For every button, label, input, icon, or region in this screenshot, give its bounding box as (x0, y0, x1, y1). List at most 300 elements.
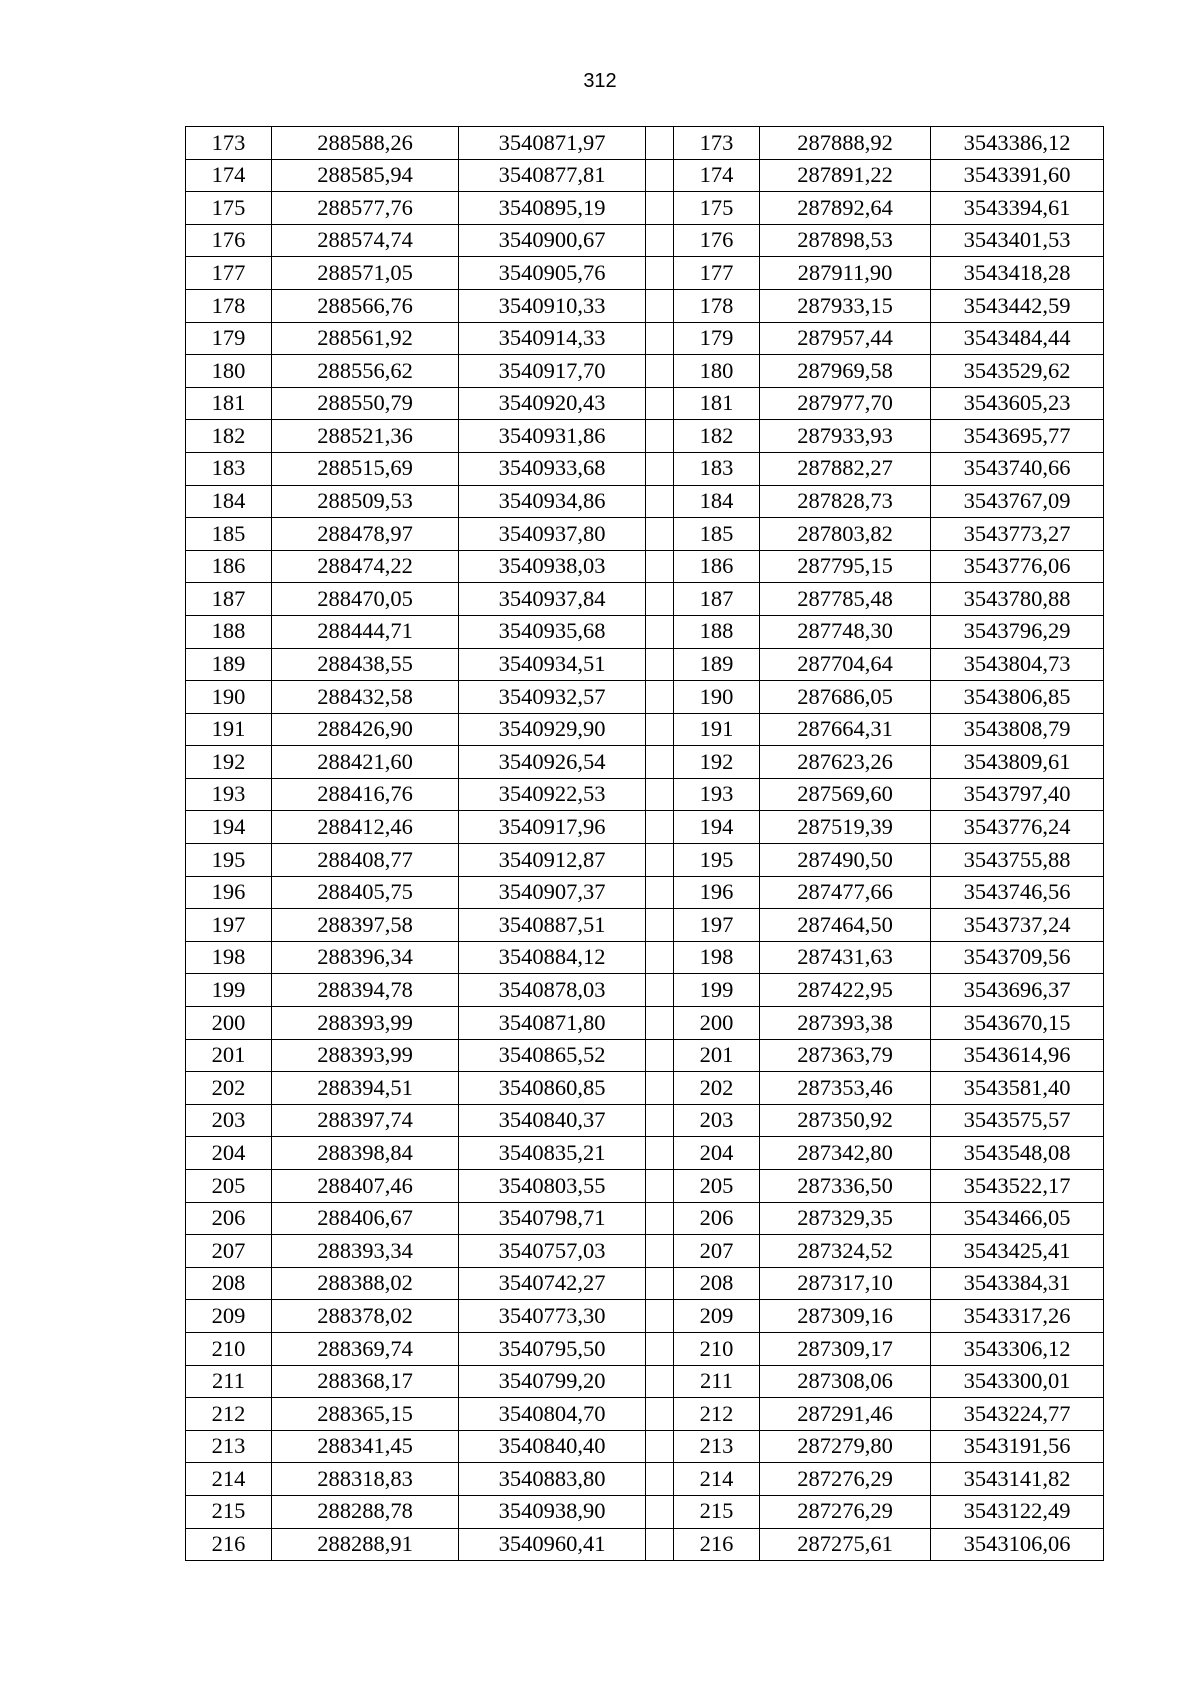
right-y-coordinate: 3543773,27 (931, 518, 1104, 551)
left-point-number: 191 (186, 713, 272, 746)
table-row (186, 1332, 1104, 1365)
left-point-number: 198 (186, 941, 272, 974)
left-point-number: 206 (186, 1202, 272, 1235)
right-point-number: 190 (674, 681, 760, 714)
left-point-number: 192 (186, 746, 272, 779)
right-x-coordinate: 287276,29 (760, 1463, 931, 1496)
right-x-coordinate: 287569,60 (760, 778, 931, 811)
right-x-coordinate: 287623,26 (760, 746, 931, 779)
right-point-number: 205 (674, 1170, 760, 1203)
right-x-coordinate: 287795,15 (760, 550, 931, 583)
right-y-coordinate: 3543575,57 (931, 1104, 1104, 1137)
separator-cell (646, 387, 674, 420)
right-y-coordinate: 3543740,66 (931, 452, 1104, 485)
right-y-coordinate: 3543767,09 (931, 485, 1104, 518)
left-x-coordinate: 288398,84 (272, 1137, 459, 1170)
left-y-coordinate: 3540840,40 (459, 1430, 646, 1463)
left-x-coordinate: 288388,02 (272, 1267, 459, 1300)
right-y-coordinate: 3543581,40 (931, 1072, 1104, 1105)
right-point-number: 201 (674, 1039, 760, 1072)
table-row (186, 1137, 1104, 1170)
separator-cell (646, 289, 674, 322)
left-x-coordinate: 288393,99 (272, 1039, 459, 1072)
table-row (186, 1007, 1104, 1040)
left-y-coordinate: 3540742,27 (459, 1267, 646, 1300)
left-point-number: 197 (186, 909, 272, 942)
table-row (186, 811, 1104, 844)
left-y-coordinate: 3540917,96 (459, 811, 646, 844)
right-y-coordinate: 3543808,79 (931, 713, 1104, 746)
left-x-coordinate: 288397,74 (272, 1104, 459, 1137)
left-point-number: 204 (186, 1137, 272, 1170)
left-y-coordinate: 3540865,52 (459, 1039, 646, 1072)
right-y-coordinate: 3543418,28 (931, 257, 1104, 290)
right-point-number: 185 (674, 518, 760, 551)
left-y-coordinate: 3540905,76 (459, 257, 646, 290)
separator-cell (646, 355, 674, 388)
table-row (186, 681, 1104, 714)
left-y-coordinate: 3540871,97 (459, 127, 646, 160)
right-y-coordinate: 3543394,61 (931, 192, 1104, 225)
right-point-number: 180 (674, 355, 760, 388)
left-x-coordinate: 288470,05 (272, 583, 459, 616)
right-y-coordinate: 3543191,56 (931, 1430, 1104, 1463)
separator-cell (646, 909, 674, 942)
table-row (186, 941, 1104, 974)
left-point-number: 194 (186, 811, 272, 844)
right-x-coordinate: 287933,93 (760, 420, 931, 453)
separator-cell (646, 1072, 674, 1105)
left-y-coordinate: 3540937,84 (459, 583, 646, 616)
right-y-coordinate: 3543804,73 (931, 648, 1104, 681)
left-point-number: 180 (186, 355, 272, 388)
separator-cell (646, 1202, 674, 1235)
separator-cell (646, 452, 674, 485)
left-x-coordinate: 288444,71 (272, 615, 459, 648)
left-point-number: 200 (186, 1007, 272, 1040)
right-point-number: 210 (674, 1332, 760, 1365)
separator-cell (646, 127, 674, 160)
separator-cell (646, 257, 674, 290)
right-point-number: 208 (674, 1267, 760, 1300)
left-point-number: 196 (186, 876, 272, 909)
left-y-coordinate: 3540877,81 (459, 159, 646, 192)
separator-cell (646, 713, 674, 746)
left-y-coordinate: 3540840,37 (459, 1104, 646, 1137)
right-x-coordinate: 287892,64 (760, 192, 931, 225)
left-y-coordinate: 3540938,90 (459, 1495, 646, 1528)
right-y-coordinate: 3543548,08 (931, 1137, 1104, 1170)
left-y-coordinate: 3540887,51 (459, 909, 646, 942)
left-point-number: 208 (186, 1267, 272, 1300)
table-row (186, 452, 1104, 485)
left-y-coordinate: 3540907,37 (459, 876, 646, 909)
right-x-coordinate: 287898,53 (760, 224, 931, 257)
left-x-coordinate: 288521,36 (272, 420, 459, 453)
left-y-coordinate: 3540835,21 (459, 1137, 646, 1170)
right-y-coordinate: 3543746,56 (931, 876, 1104, 909)
right-point-number: 193 (674, 778, 760, 811)
right-y-coordinate: 3543806,85 (931, 681, 1104, 714)
table-row (186, 192, 1104, 225)
right-y-coordinate: 3543401,53 (931, 224, 1104, 257)
left-y-coordinate: 3540757,03 (459, 1235, 646, 1268)
right-x-coordinate: 287464,50 (760, 909, 931, 942)
separator-cell (646, 159, 674, 192)
separator-cell (646, 1300, 674, 1333)
left-y-coordinate: 3540917,70 (459, 355, 646, 388)
right-point-number: 179 (674, 322, 760, 355)
separator-cell (646, 1137, 674, 1170)
separator-cell (646, 583, 674, 616)
separator-cell (646, 778, 674, 811)
right-x-coordinate: 287957,44 (760, 322, 931, 355)
right-x-coordinate: 287309,16 (760, 1300, 931, 1333)
left-y-coordinate: 3540914,33 (459, 322, 646, 355)
right-y-coordinate: 3543780,88 (931, 583, 1104, 616)
right-point-number: 206 (674, 1202, 760, 1235)
table-row (186, 1528, 1104, 1561)
left-point-number: 173 (186, 127, 272, 160)
separator-cell (646, 1365, 674, 1398)
left-y-coordinate: 3540910,33 (459, 289, 646, 322)
table-row (186, 1235, 1104, 1268)
right-x-coordinate: 287291,46 (760, 1398, 931, 1431)
page-number: 312 (583, 70, 617, 92)
left-y-coordinate: 3540871,80 (459, 1007, 646, 1040)
right-y-coordinate: 3543442,59 (931, 289, 1104, 322)
left-point-number: 212 (186, 1398, 272, 1431)
left-y-coordinate: 3540773,30 (459, 1300, 646, 1333)
left-y-coordinate: 3540926,54 (459, 746, 646, 779)
right-point-number: 213 (674, 1430, 760, 1463)
right-y-coordinate: 3543386,12 (931, 127, 1104, 160)
table-row (186, 159, 1104, 192)
left-x-coordinate: 288432,58 (272, 681, 459, 714)
left-y-coordinate: 3540920,43 (459, 387, 646, 420)
left-y-coordinate: 3540803,55 (459, 1170, 646, 1203)
left-x-coordinate: 288588,26 (272, 127, 459, 160)
table-row (186, 1365, 1104, 1398)
right-y-coordinate: 3543425,41 (931, 1235, 1104, 1268)
left-x-coordinate: 288406,67 (272, 1202, 459, 1235)
right-point-number: 204 (674, 1137, 760, 1170)
left-y-coordinate: 3540960,41 (459, 1528, 646, 1561)
left-y-coordinate: 3540932,57 (459, 681, 646, 714)
table-row (186, 127, 1104, 160)
table-row (186, 322, 1104, 355)
table-row (186, 550, 1104, 583)
table-row (186, 615, 1104, 648)
left-point-number: 215 (186, 1495, 272, 1528)
left-y-coordinate: 3540935,68 (459, 615, 646, 648)
left-x-coordinate: 288474,22 (272, 550, 459, 583)
table-row (186, 648, 1104, 681)
right-x-coordinate: 287342,80 (760, 1137, 931, 1170)
table-row (186, 1104, 1104, 1137)
right-x-coordinate: 287977,70 (760, 387, 931, 420)
table-row (186, 355, 1104, 388)
table-row (186, 713, 1104, 746)
right-y-coordinate: 3543709,56 (931, 941, 1104, 974)
left-point-number: 211 (186, 1365, 272, 1398)
right-y-coordinate: 3543529,62 (931, 355, 1104, 388)
right-y-coordinate: 3543122,49 (931, 1495, 1104, 1528)
right-point-number: 202 (674, 1072, 760, 1105)
right-y-coordinate: 3543696,37 (931, 974, 1104, 1007)
coordinates-table-body (186, 127, 1104, 1561)
left-x-coordinate: 288341,45 (272, 1430, 459, 1463)
right-point-number: 200 (674, 1007, 760, 1040)
table-row (186, 420, 1104, 453)
separator-cell (646, 550, 674, 583)
right-x-coordinate: 287891,22 (760, 159, 931, 192)
right-x-coordinate: 287933,15 (760, 289, 931, 322)
separator-cell (646, 681, 674, 714)
separator-cell (646, 1528, 674, 1561)
left-y-coordinate: 3540934,86 (459, 485, 646, 518)
left-y-coordinate: 3540883,80 (459, 1463, 646, 1496)
right-x-coordinate: 287350,92 (760, 1104, 931, 1137)
right-y-coordinate: 3543796,29 (931, 615, 1104, 648)
left-point-number: 185 (186, 518, 272, 551)
left-x-coordinate: 288396,34 (272, 941, 459, 974)
left-y-coordinate: 3540900,67 (459, 224, 646, 257)
right-point-number: 181 (674, 387, 760, 420)
separator-cell (646, 844, 674, 877)
left-point-number: 187 (186, 583, 272, 616)
left-y-coordinate: 3540934,51 (459, 648, 646, 681)
separator-cell (646, 1007, 674, 1040)
table-row (186, 1072, 1104, 1105)
left-x-coordinate: 288416,76 (272, 778, 459, 811)
right-point-number: 203 (674, 1104, 760, 1137)
table-row (186, 844, 1104, 877)
separator-cell (646, 1267, 674, 1300)
separator-cell (646, 1332, 674, 1365)
left-point-number: 179 (186, 322, 272, 355)
separator-cell (646, 648, 674, 681)
right-x-coordinate: 287275,61 (760, 1528, 931, 1561)
table-row (186, 1170, 1104, 1203)
right-y-coordinate: 3543391,60 (931, 159, 1104, 192)
table-row (186, 485, 1104, 518)
left-y-coordinate: 3540938,03 (459, 550, 646, 583)
left-x-coordinate: 288394,51 (272, 1072, 459, 1105)
right-x-coordinate: 287422,95 (760, 974, 931, 1007)
left-x-coordinate: 288426,90 (272, 713, 459, 746)
left-point-number: 182 (186, 420, 272, 453)
separator-cell (646, 1104, 674, 1137)
separator-cell (646, 322, 674, 355)
right-y-coordinate: 3543141,82 (931, 1463, 1104, 1496)
separator-cell (646, 1170, 674, 1203)
right-point-number: 216 (674, 1528, 760, 1561)
left-y-coordinate: 3540878,03 (459, 974, 646, 1007)
left-point-number: 209 (186, 1300, 272, 1333)
right-point-number: 188 (674, 615, 760, 648)
right-y-coordinate: 3543695,77 (931, 420, 1104, 453)
left-x-coordinate: 288288,78 (272, 1495, 459, 1528)
left-point-number: 203 (186, 1104, 272, 1137)
left-y-coordinate: 3540884,12 (459, 941, 646, 974)
separator-cell (646, 974, 674, 1007)
right-point-number: 186 (674, 550, 760, 583)
table-row (186, 1430, 1104, 1463)
left-x-coordinate: 288577,76 (272, 192, 459, 225)
left-point-number: 190 (186, 681, 272, 714)
right-y-coordinate: 3543776,06 (931, 550, 1104, 583)
table-row (186, 518, 1104, 551)
right-x-coordinate: 287324,52 (760, 1235, 931, 1268)
separator-cell (646, 876, 674, 909)
left-x-coordinate: 288478,97 (272, 518, 459, 551)
left-x-coordinate: 288369,74 (272, 1332, 459, 1365)
left-y-coordinate: 3540933,68 (459, 452, 646, 485)
left-x-coordinate: 288394,78 (272, 974, 459, 1007)
table-row (186, 746, 1104, 779)
right-point-number: 199 (674, 974, 760, 1007)
table-row (186, 974, 1104, 1007)
separator-cell (646, 1039, 674, 1072)
right-x-coordinate: 287317,10 (760, 1267, 931, 1300)
table-row (186, 876, 1104, 909)
left-x-coordinate: 288407,46 (272, 1170, 459, 1203)
left-point-number: 181 (186, 387, 272, 420)
right-point-number: 177 (674, 257, 760, 290)
left-point-number: 202 (186, 1072, 272, 1105)
right-x-coordinate: 287748,30 (760, 615, 931, 648)
table-row (186, 1495, 1104, 1528)
right-y-coordinate: 3543755,88 (931, 844, 1104, 877)
separator-cell (646, 941, 674, 974)
right-point-number: 212 (674, 1398, 760, 1431)
right-y-coordinate: 3543106,06 (931, 1528, 1104, 1561)
separator-cell (646, 1430, 674, 1463)
right-y-coordinate: 3543317,26 (931, 1300, 1104, 1333)
right-y-coordinate: 3543384,31 (931, 1267, 1104, 1300)
separator-cell (646, 518, 674, 551)
right-y-coordinate: 3543776,24 (931, 811, 1104, 844)
table-row (186, 1463, 1104, 1496)
left-y-coordinate: 3540922,53 (459, 778, 646, 811)
right-x-coordinate: 287477,66 (760, 876, 931, 909)
left-x-coordinate: 288571,05 (272, 257, 459, 290)
left-x-coordinate: 288574,74 (272, 224, 459, 257)
left-point-number: 176 (186, 224, 272, 257)
right-x-coordinate: 287363,79 (760, 1039, 931, 1072)
right-x-coordinate: 287803,82 (760, 518, 931, 551)
right-point-number: 207 (674, 1235, 760, 1268)
right-point-number: 195 (674, 844, 760, 877)
right-x-coordinate: 287519,39 (760, 811, 931, 844)
right-x-coordinate: 287785,48 (760, 583, 931, 616)
left-y-coordinate: 3540937,80 (459, 518, 646, 551)
right-x-coordinate: 287888,92 (760, 127, 931, 160)
left-x-coordinate: 288408,77 (272, 844, 459, 877)
left-point-number: 183 (186, 452, 272, 485)
right-point-number: 187 (674, 583, 760, 616)
right-y-coordinate: 3543522,17 (931, 1170, 1104, 1203)
separator-cell (646, 1235, 674, 1268)
right-x-coordinate: 287431,63 (760, 941, 931, 974)
left-x-coordinate: 288318,83 (272, 1463, 459, 1496)
left-x-coordinate: 288368,17 (272, 1365, 459, 1398)
left-y-coordinate: 3540860,85 (459, 1072, 646, 1105)
separator-cell (646, 485, 674, 518)
table-row (186, 387, 1104, 420)
left-x-coordinate: 288378,02 (272, 1300, 459, 1333)
right-x-coordinate: 287882,27 (760, 452, 931, 485)
left-point-number: 205 (186, 1170, 272, 1203)
separator-cell (646, 192, 674, 225)
separator-cell (646, 1463, 674, 1496)
left-y-coordinate: 3540931,86 (459, 420, 646, 453)
right-y-coordinate: 3543484,44 (931, 322, 1104, 355)
left-y-coordinate: 3540929,90 (459, 713, 646, 746)
coordinates-table (185, 126, 1104, 1561)
left-point-number: 188 (186, 615, 272, 648)
left-point-number: 186 (186, 550, 272, 583)
table-row (186, 1039, 1104, 1072)
left-x-coordinate: 288405,75 (272, 876, 459, 909)
left-x-coordinate: 288393,99 (272, 1007, 459, 1040)
right-y-coordinate: 3543737,24 (931, 909, 1104, 942)
right-x-coordinate: 287828,73 (760, 485, 931, 518)
table-row (186, 1202, 1104, 1235)
left-x-coordinate: 288438,55 (272, 648, 459, 681)
right-y-coordinate: 3543670,15 (931, 1007, 1104, 1040)
left-x-coordinate: 288365,15 (272, 1398, 459, 1431)
left-point-number: 210 (186, 1332, 272, 1365)
right-x-coordinate: 287969,58 (760, 355, 931, 388)
table-row (186, 1267, 1104, 1300)
right-x-coordinate: 287664,31 (760, 713, 931, 746)
left-point-number: 184 (186, 485, 272, 518)
left-point-number: 174 (186, 159, 272, 192)
left-x-coordinate: 288566,76 (272, 289, 459, 322)
right-point-number: 176 (674, 224, 760, 257)
right-x-coordinate: 287279,80 (760, 1430, 931, 1463)
left-x-coordinate: 288561,92 (272, 322, 459, 355)
separator-cell (646, 811, 674, 844)
left-y-coordinate: 3540799,20 (459, 1365, 646, 1398)
left-y-coordinate: 3540795,50 (459, 1332, 646, 1365)
left-point-number: 199 (186, 974, 272, 1007)
table-row (186, 1300, 1104, 1333)
right-y-coordinate: 3543224,77 (931, 1398, 1104, 1431)
left-point-number: 189 (186, 648, 272, 681)
left-point-number: 207 (186, 1235, 272, 1268)
separator-cell (646, 1398, 674, 1431)
right-x-coordinate: 287329,35 (760, 1202, 931, 1235)
right-y-coordinate: 3543300,01 (931, 1365, 1104, 1398)
left-point-number: 177 (186, 257, 272, 290)
right-point-number: 196 (674, 876, 760, 909)
left-point-number: 195 (186, 844, 272, 877)
separator-cell (646, 615, 674, 648)
separator-cell (646, 1495, 674, 1528)
right-y-coordinate: 3543605,23 (931, 387, 1104, 420)
right-point-number: 194 (674, 811, 760, 844)
left-point-number: 193 (186, 778, 272, 811)
table-row (186, 909, 1104, 942)
right-point-number: 178 (674, 289, 760, 322)
table-row (186, 289, 1104, 322)
left-point-number: 216 (186, 1528, 272, 1561)
right-point-number: 182 (674, 420, 760, 453)
left-point-number: 178 (186, 289, 272, 322)
